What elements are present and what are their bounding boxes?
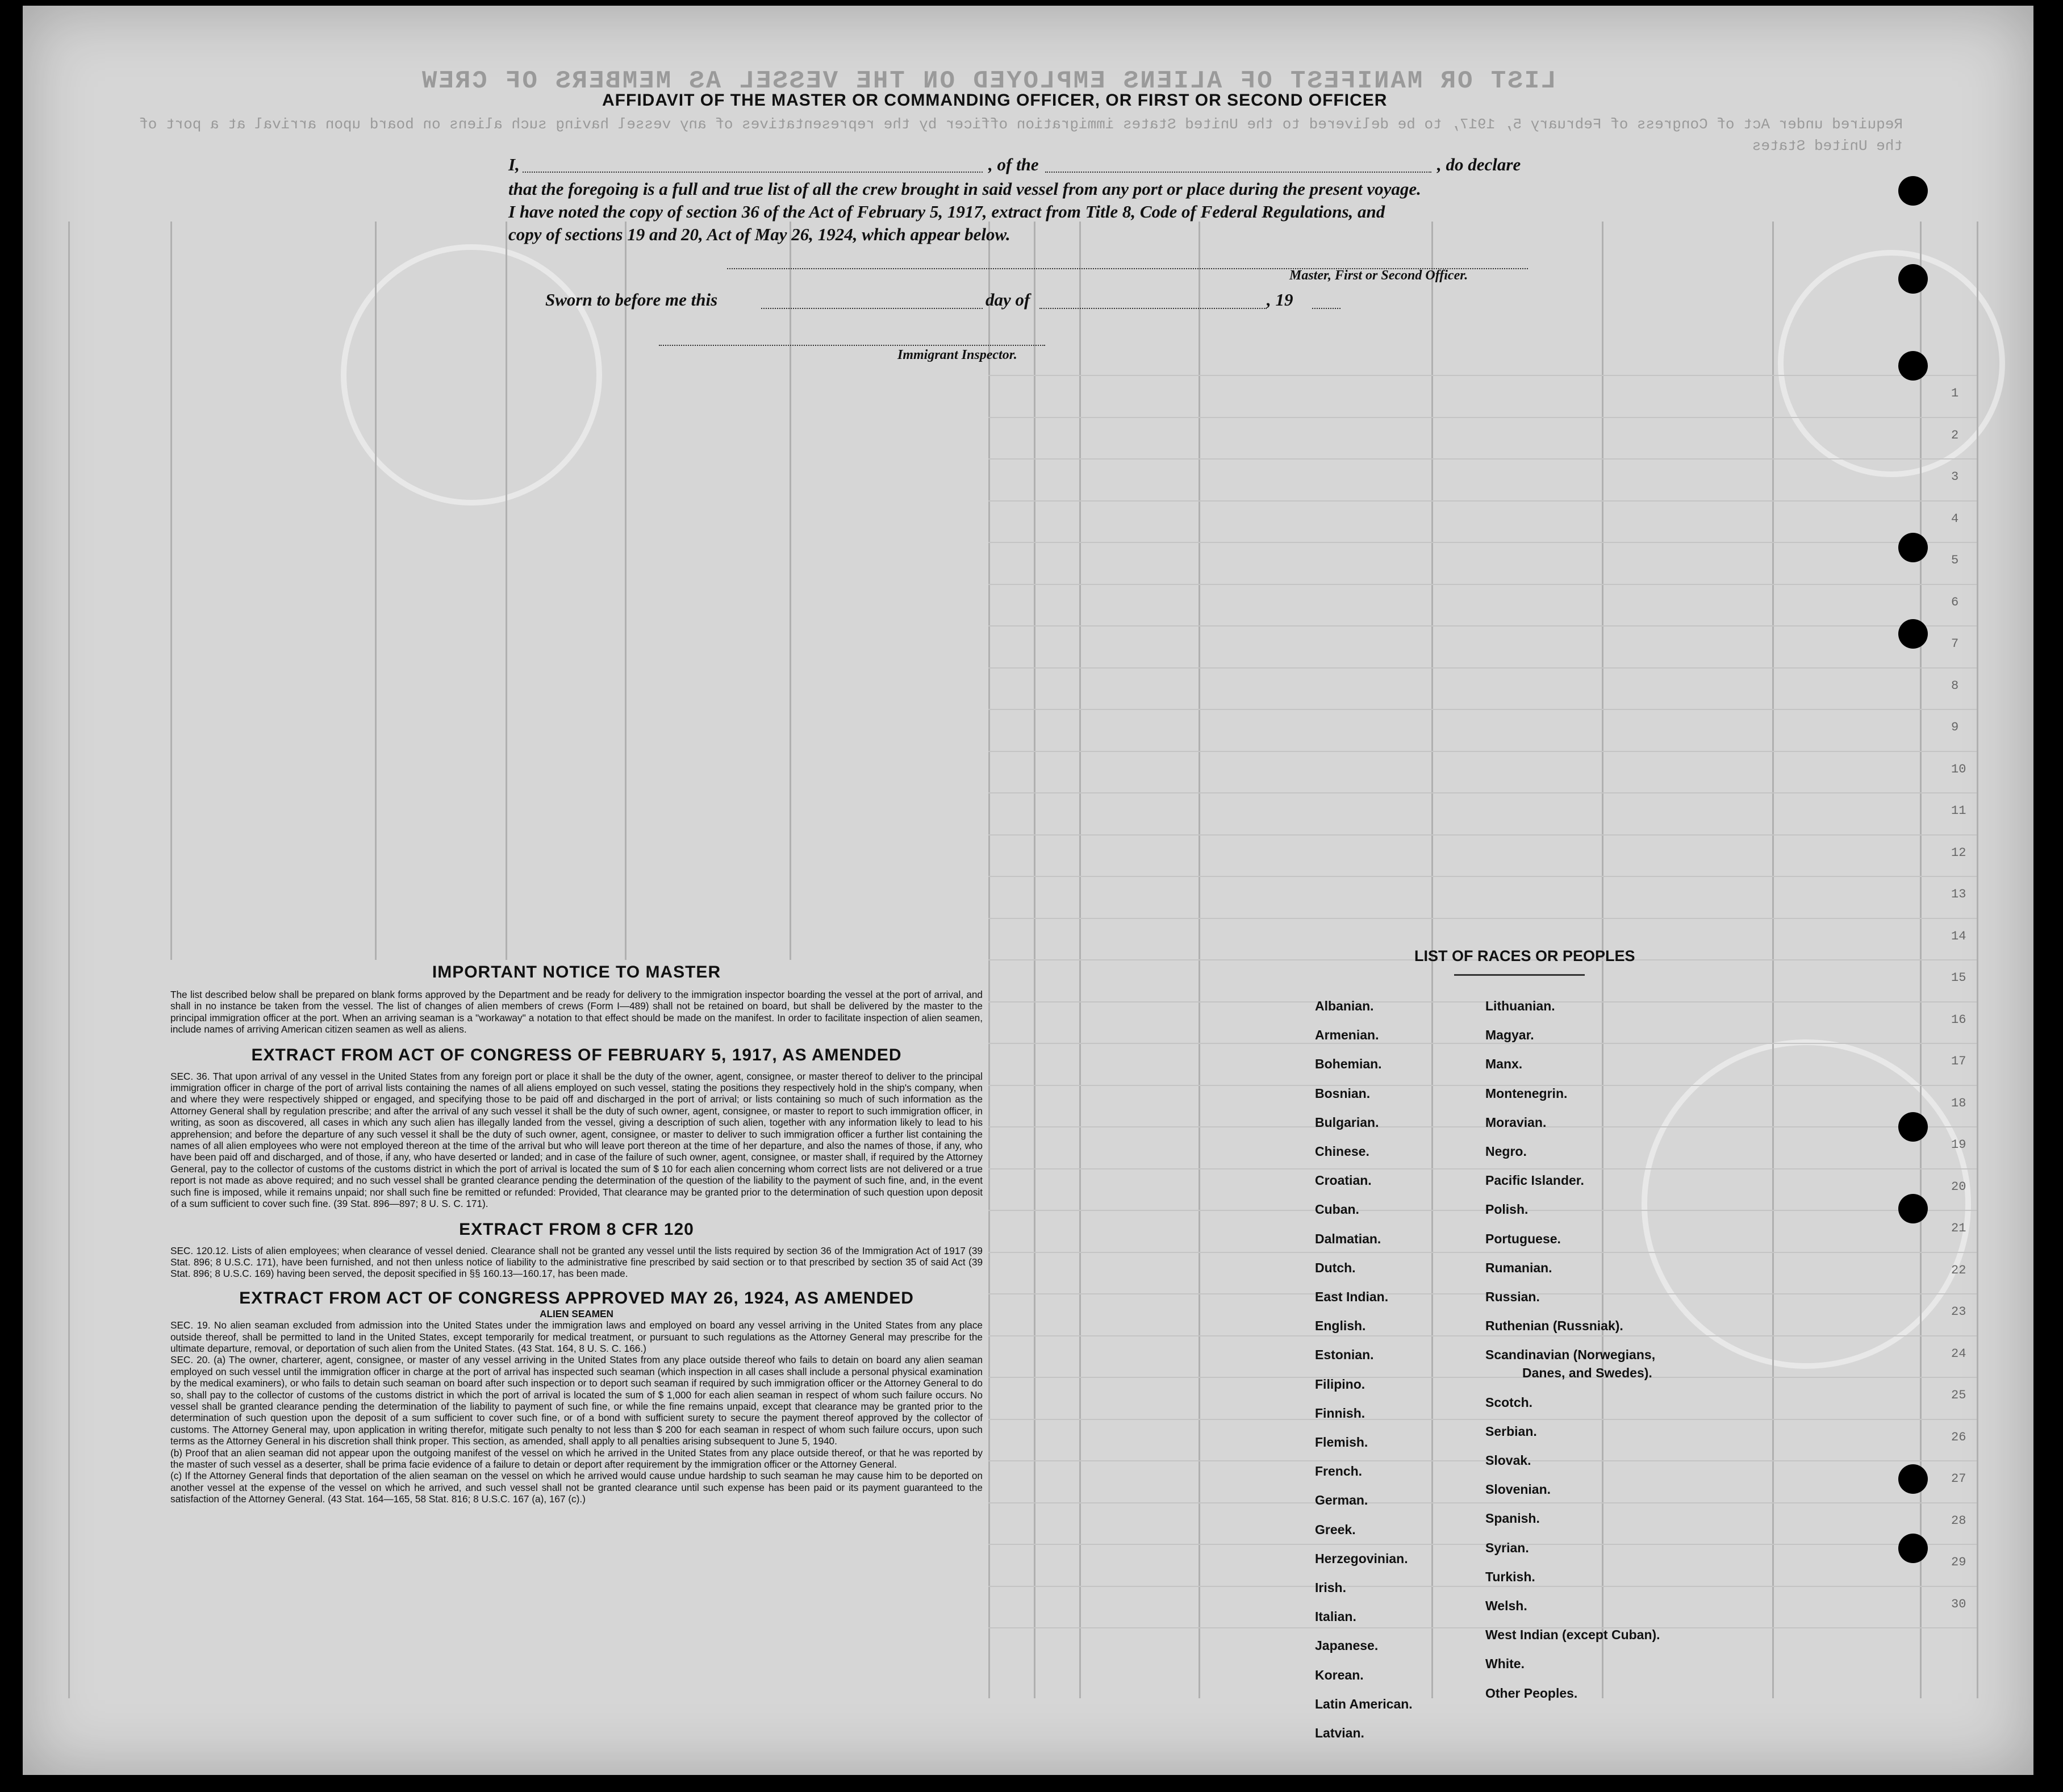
row-rule [988, 375, 1977, 376]
race-item: West Indian (except Cuban). [1485, 1627, 1660, 1643]
affidavit-line-2: that the foregoing is a full and true list of all the crew brought in said vessel from any port or place during the present voyage. [508, 179, 1421, 199]
race-item: Lithuanian. [1485, 999, 1555, 1013]
row-number: 14 [1951, 929, 1966, 943]
row-number: 26 [1951, 1430, 1966, 1444]
race-item: Syrian. [1485, 1540, 1529, 1555]
races-title-underline [1454, 974, 1585, 976]
race-item: Manx. [1485, 1056, 1523, 1072]
affidavit-declare: , do declare [1437, 154, 1521, 174]
sworn-year-field[interactable] [1312, 307, 1340, 309]
row-number: 13 [1951, 887, 1966, 901]
row-number: 23 [1951, 1305, 1966, 1319]
race-item: Greek. [1315, 1522, 1356, 1537]
race-item: Dalmatian. [1315, 1231, 1381, 1246]
race-item: Estonian. [1315, 1347, 1374, 1363]
race-item: Latin American. [1315, 1696, 1413, 1711]
faded-stamp [341, 244, 602, 506]
row-number: 28 [1951, 1513, 1966, 1528]
punch-hole [1898, 1464, 1928, 1494]
affidavit-title: AFFIDAVIT OF THE MASTER OR COMMANDING OFFICER, OR FIRST OR SECOND OFFICER [602, 91, 1388, 110]
extract-1924-sec20c: (c) If the Attorney General finds that deportation of the alien seaman on the vessel on which he arrived would cause undue hardship to such seaman he may cause him to be deported on another vessel at the expense of the vessel on which he arrived, and such vessel shall not be granted clearance until such expense has been paid or its payment guaranteed to the satisfaction of the Attorney General. (43 Stat. 164—165, 58 Stat. 816; 8 U.S.C. 167 (a), 167 (c).) [170, 1470, 983, 1505]
race-item: Filipino. [1315, 1376, 1365, 1392]
row-number: 6 [1951, 595, 1959, 609]
bleed-through-heading: LIST OR MANIFEST OF ALIENS EMPLOYED ON THE VESSEL AS MEMBERS OF CREW [420, 67, 1556, 95]
race-item: Bohemian. [1315, 1056, 1382, 1072]
row-rule [988, 751, 1977, 752]
extract-cfr-text: SEC. 120.12. Lists of alien employees; when clearance of vessel denied. Clearance shall not be granted any vessel until the lists required by section 36 of the Immigration Act of 1917 (39 Stat. 896; 8 U.S.C. 171), have been furnished, and not then unless notice of liability to the administrative fine prescribed by said section or to that prescribed by section 35 of said Act (39 Stat. 896; 8 U.S.C. 169) having been served, the deposit specified in §§ 160.13—160.17, has been made. [170, 1244, 983, 1280]
race-item: Slovak. [1485, 1453, 1531, 1468]
row-number: 25 [1951, 1388, 1966, 1402]
race-item: Herzegovinian. [1315, 1551, 1408, 1566]
inspector-signature-field[interactable] [659, 344, 1045, 346]
punch-hole [1898, 619, 1928, 649]
race-item: Danes, and Swedes). [1522, 1365, 1652, 1381]
race-item: Ruthenian (Russniak). [1485, 1318, 1623, 1334]
race-item: Turkish. [1485, 1569, 1535, 1584]
race-item: Russian. [1485, 1289, 1540, 1304]
race-item: Albanian. [1315, 999, 1374, 1013]
sworn-day-field[interactable] [761, 307, 983, 309]
race-item: French. [1315, 1464, 1363, 1479]
row-rule [988, 500, 1977, 502]
race-item: Other Peoples. [1485, 1685, 1578, 1701]
row-number: 19 [1951, 1138, 1966, 1152]
affidavit-line-4: copy of sections 19 and 20, Act of May 26, 1924, which appear below. [508, 224, 1010, 244]
race-item: Bulgarian. [1315, 1114, 1379, 1130]
row-number: 7 [1951, 637, 1959, 651]
affidavit-of-the: , of the [988, 154, 1039, 174]
race-item: Spanish. [1485, 1511, 1540, 1526]
row-number: 3 [1951, 470, 1959, 484]
row-number: 8 [1951, 678, 1959, 693]
race-item: Pacific Islander. [1485, 1173, 1584, 1188]
punch-hole [1898, 176, 1928, 206]
row-rule [988, 1377, 1977, 1378]
race-item: Italian. [1315, 1609, 1356, 1624]
row-rule [988, 792, 1977, 793]
column-rule [625, 222, 627, 960]
race-item: White. [1485, 1656, 1525, 1672]
affidavit-line-3: I have noted the copy of section 36 of the Act of February 5, 1917, extract from Title 8, Code of Federal Regulations, and [508, 202, 1385, 222]
row-rule [988, 1126, 1977, 1127]
notice-block [170, 963, 983, 1505]
race-item: Montenegrin. [1485, 1085, 1568, 1101]
row-number: 4 [1951, 511, 1959, 526]
column-rule [506, 222, 507, 960]
master-name-field[interactable] [523, 170, 983, 173]
row-rule [988, 834, 1977, 836]
row-rule [988, 1586, 1977, 1587]
year-label: , 19 [1267, 290, 1293, 310]
row-rule [988, 1043, 1977, 1044]
vessel-name-field[interactable] [1045, 170, 1431, 173]
notice-text: The list described below shall be prepared on blank forms approved by the Department and be ready for delivery to the immigration inspector boarding the vessel at the port of arrival, and shall in no instance be taken from the vessel. The list of changes of alien members of crews (Form I—489) shall not be retained on board, but shall be delivered by the master to the principal immigration officer at the port. When an arriving seaman is a "workaway" a notation to that effect should be made on the manifest. In order to facilitate inspection of alien seamen, include names of arriving American citizen seamen as well as aliens. [170, 989, 983, 1035]
race-item: Polish. [1485, 1202, 1529, 1217]
race-item: English. [1315, 1318, 1366, 1334]
row-rule [988, 1335, 1977, 1336]
day-of-label: day of [985, 290, 1030, 310]
race-item: Rumanian. [1485, 1260, 1552, 1275]
races-title: LIST OF RACES OR PEOPLES [1414, 947, 1635, 964]
row-rule [988, 667, 1977, 669]
row-number: 29 [1951, 1555, 1966, 1569]
race-item: Serbian. [1485, 1423, 1537, 1439]
row-number: 16 [1951, 1012, 1966, 1027]
row-number: 27 [1951, 1472, 1966, 1486]
race-item: Armenian. [1315, 1027, 1379, 1043]
notice-title: IMPORTANT NOTICE TO MASTER [432, 963, 721, 981]
row-rule [988, 417, 1977, 418]
race-item: Moravian. [1485, 1114, 1547, 1130]
extract-1924-subtitle: ALIEN SEAMEN [540, 1308, 613, 1319]
column-rule [1977, 222, 1978, 1698]
row-rule [988, 625, 1977, 626]
inspector-label: Immigrant Inspector. [897, 348, 1017, 362]
extract-1924-sec20a: SEC. 20. (a) The owner, charterer, agent, consignee, or master of any vessel arriving in the United States from any place outside thereof who fails to detain on board any alien seaman employed on such vessel until the immigration officer in charge at the port of arrival has inspected such seaman (which inspection in all cases shall include a personal physical examination by the medical examiners), or who fails to detain such seaman on board after such inspection or to deport such seaman if required by such immigration officer or the Attorney General to do so, shall pay to the collector of customs of the customs district in which the port of arrival is located the sum of $ 1,000 for each alien seaman in respect of whom such failure occurs. No vessel shall be granted clearance pending the determination of the liability to payment of such fine, or while the fine remains unpaid, except that clearance may be granted prior to the determination of such question upon the deposit of a sum sufficient to cover such fine, or of a bond with sufficient surety to secure the payment thereof approved by the collector of customs. The Attorney General may, upon application in writing therefor, mitigate such penalty to not less than $ 200 for each seaman in respect of whom such failure occurs, upon such terms as the Attorney General in his discretion shall think proper. This section, as amended, shall apply to all penalties arising subsequent to June 5, 1940. [170, 1354, 983, 1447]
extract-1924-sec19: SEC. 19. No alien seaman excluded from admission into the United States under the immigration laws and employed on board any vessel arriving in the United States from any place outside thereof, shall be permitted to land in the United States, except temporarily for medical treatment, or pursuant to such regulations as the Attorney General may prescribe for the ultimate departure, removal, or deportation of such alien from the United States. (43 Stat. 164, 8 U. S. C. 166.) [170, 1319, 983, 1354]
row-rule [988, 542, 1977, 543]
row-number: 2 [1951, 428, 1959, 442]
row-number: 10 [1951, 762, 1966, 776]
row-rule [988, 584, 1977, 585]
row-rule [988, 1502, 1977, 1503]
row-number: 17 [1951, 1054, 1966, 1068]
row-rule [988, 1085, 1977, 1086]
row-number: 30 [1951, 1597, 1966, 1611]
affidavit-i: I, [508, 154, 520, 174]
extract-1924-sec20b: (b) Proof that an alien seaman did not appear upon the outgoing manifest of the vessel on which he arrived in the United States from any place outside thereof, or that he was reported by the master of such vessel as a deserter, shall be prima facie evidence of a failure to detain or deport after requirement by the immigration officer or the Attorney General. [170, 1447, 983, 1470]
race-item: Japanese. [1315, 1638, 1379, 1653]
row-rule [988, 918, 1977, 919]
race-item: Irish. [1315, 1580, 1346, 1595]
row-number: 20 [1951, 1179, 1966, 1194]
row-number: 15 [1951, 971, 1966, 985]
row-rule [988, 1460, 1977, 1461]
row-rule [988, 1419, 1977, 1420]
extract-1917-title: EXTRACT FROM ACT OF CONGRESS OF FEBRUARY 5, 1917, AS AMENDED [251, 1045, 902, 1064]
row-rule [988, 1627, 1977, 1628]
punch-hole [1898, 533, 1928, 562]
row-rule [988, 458, 1977, 460]
punch-hole [1898, 1112, 1928, 1142]
column-rule [790, 222, 791, 960]
race-item: Flemish. [1315, 1435, 1368, 1450]
race-item: Bosnian. [1315, 1085, 1371, 1101]
race-item: Portuguese. [1485, 1231, 1561, 1246]
punch-hole [1898, 351, 1928, 381]
faded-stamp [1778, 250, 2005, 477]
race-item: Latvian. [1315, 1726, 1364, 1740]
punch-hole [1898, 264, 1928, 294]
row-number: 18 [1951, 1096, 1966, 1110]
row-number: 12 [1951, 845, 1966, 860]
row-number: 22 [1951, 1263, 1966, 1277]
column-rule [375, 222, 377, 960]
master-label: Master, First or Second Officer. [1289, 268, 1468, 283]
row-rule [988, 1168, 1977, 1169]
race-item: Chinese. [1315, 1144, 1369, 1159]
row-number: 5 [1951, 553, 1959, 567]
race-item: Croatian. [1315, 1173, 1372, 1188]
race-item: Korean. [1315, 1667, 1364, 1682]
race-item: Finnish. [1315, 1405, 1365, 1421]
row-number: 1 [1951, 386, 1959, 400]
bleed-through-subheading: Required under Act of Congress of February 5, 1917, to be delivered to the United States immigration officer by the representatives of any vessel having such aliens on board upon arrival at a port of the United States [139, 116, 1903, 154]
row-rule [988, 1001, 1977, 1002]
row-rule [988, 1544, 1977, 1545]
sworn-label: Sworn to before me this [545, 290, 718, 310]
race-item: Negro. [1485, 1144, 1527, 1159]
extract-1924-title: EXTRACT FROM ACT OF CONGRESS APPROVED MAY 26, 1924, AS AMENDED [239, 1288, 914, 1308]
row-number: 21 [1951, 1221, 1966, 1235]
extract-1917-text: SEC. 36. That upon arrival of any vessel in the United States from any foreign port or place it shall be the duty of the owner, agent, consignee, or master thereof to deliver to the principal immigration officer in charge of the port of arrival lists containing the names of all aliens employed on such vessel, stating the positions they respectively hold in the ship's company, when and where they were respectively shipped or engaged, and specifying those to be paid off and discharged in the port of arrival; or lists containing so much of such information as the Attorney General shall by regulation prescribe; and after the arrival of any such vessel it shall be the duty of such owner, agent, consignee, or master to report to such immigration officer, in writing, as soon as discovered, all cases in which any such alien has illegally landed from the vessel, giving a description of such alien, together with any information likely to lead to his apprehension; and before the departure of any such vessel it shall be the duty of such owner, agent, consignee, or master to deliver to such immigration officer a further list containing the names of all alien employees who were not employed thereon at the time of the arrival but who will leave port thereon at the time of her departure, and also the names of those, if any, who have been paid off and discharged, and of those, if any, who have deserted or landed; and in case of the failure of such owner, agent, consignee, or master shall, if required by the Attorney General, pay to the collector of customs of the customs district in which the port of arrival is located the sum of $ 10 for each alien concerning whom correct lists are not delivered or a true report is not made as above required; and no such vessel shall be granted clearance pending the determination of the question of the liability to the payment of such fine, and, in the event such fine is imposed, while it remains unpaid; nor shall such fine be remitted or refunded: Provided, That clearance may be granted prior to the determination of such question upon deposit of a sum sufficient to cover such fine. (39 Stat. 896—897; 8 U. S. C. 171). [170, 1070, 983, 1210]
race-item: Scandinavian (Norwegians, [1485, 1347, 1656, 1363]
row-number: 11 [1951, 804, 1966, 818]
sworn-month-field[interactable] [1039, 307, 1267, 309]
punch-hole [1898, 1534, 1928, 1563]
row-rule [988, 1293, 1977, 1294]
row-rule [988, 1252, 1977, 1253]
row-rule [988, 1210, 1977, 1211]
race-item: East Indian. [1315, 1289, 1389, 1304]
race-item: Dutch. [1315, 1260, 1356, 1275]
race-item: Cuban. [1315, 1202, 1359, 1217]
race-item: Welsh. [1485, 1598, 1527, 1613]
race-item: Scotch. [1485, 1394, 1533, 1410]
row-number: 9 [1951, 720, 1959, 734]
race-item: German. [1315, 1493, 1368, 1508]
punch-hole [1898, 1194, 1928, 1223]
column-rule [68, 222, 70, 1698]
extract-cfr-title: EXTRACT FROM 8 CFR 120 [459, 1219, 694, 1239]
race-item: Slovenian. [1485, 1482, 1551, 1497]
row-rule [988, 709, 1977, 710]
row-number: 24 [1951, 1346, 1966, 1361]
row-rule [988, 876, 1977, 877]
column-rule [170, 222, 172, 960]
manifest-sheet [23, 6, 2033, 1775]
race-item: Magyar. [1485, 1027, 1534, 1043]
